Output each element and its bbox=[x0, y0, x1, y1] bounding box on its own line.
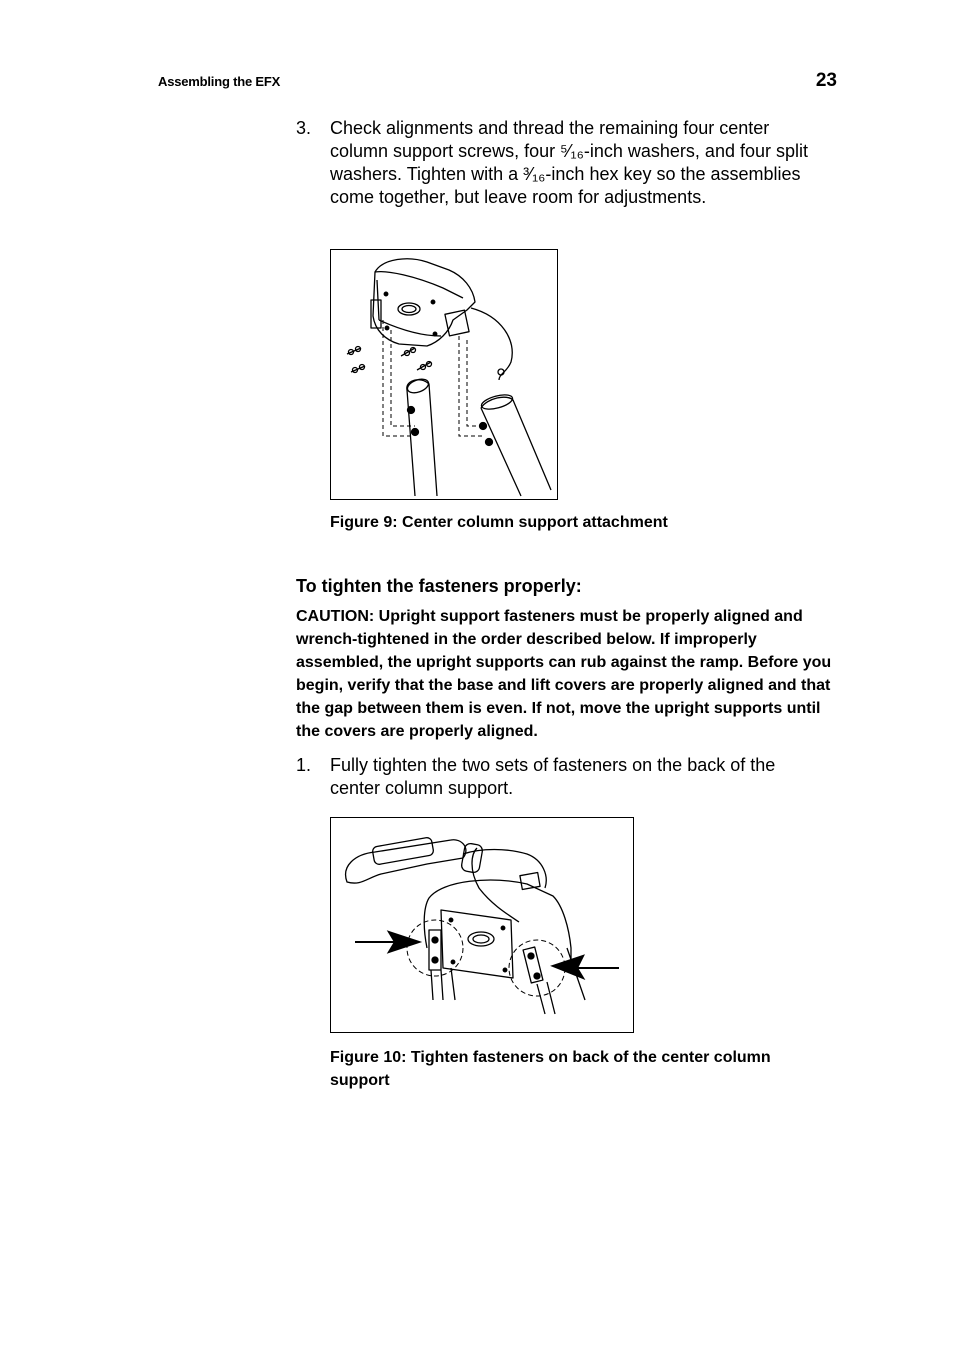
figure-9-caption: Figure 9: Center column support attachment bbox=[330, 514, 668, 531]
center-column-support-illustration bbox=[331, 250, 557, 499]
section-heading: To tighten the fasteners properly: bbox=[296, 576, 582, 596]
step-number: 3. bbox=[296, 118, 312, 138]
figure-10-caption: Figure 10: Tighten fasteners on back of the center column support bbox=[330, 1049, 771, 1089]
running-head: Assembling the EFX bbox=[158, 74, 281, 89]
step-number: 1. bbox=[296, 755, 312, 775]
step-3 bbox=[296, 117, 836, 237]
step-text: Fully tighten the two sets of fasteners on the back of the center column support. bbox=[330, 755, 776, 798]
tighten-fasteners-illustration bbox=[331, 818, 633, 1032]
page-number: 23 bbox=[815, 70, 837, 91]
caution-text: CAUTION: Upright support fasteners must be properly aligned and wrench-tightened in the order described below. If improperly assembled, the upright supports can rub against the ramp. Before you begin, verify that the base and lift covers are properly aligned and that the gap between them is even. If not, move the upright supports until the covers are properly aligned. bbox=[296, 608, 832, 740]
figure-10-image bbox=[330, 817, 634, 1033]
figure-9-image bbox=[330, 249, 558, 500]
step-text: Check alignments and thread the remaining four center column support screws, four ⁵⁄₁₆-inch washers, and four split washers. Tighten with a ³⁄₁₆-inch hex key so the assemblies come together, but leave room for adjustments. bbox=[330, 118, 808, 207]
step-1 bbox=[296, 754, 836, 804]
